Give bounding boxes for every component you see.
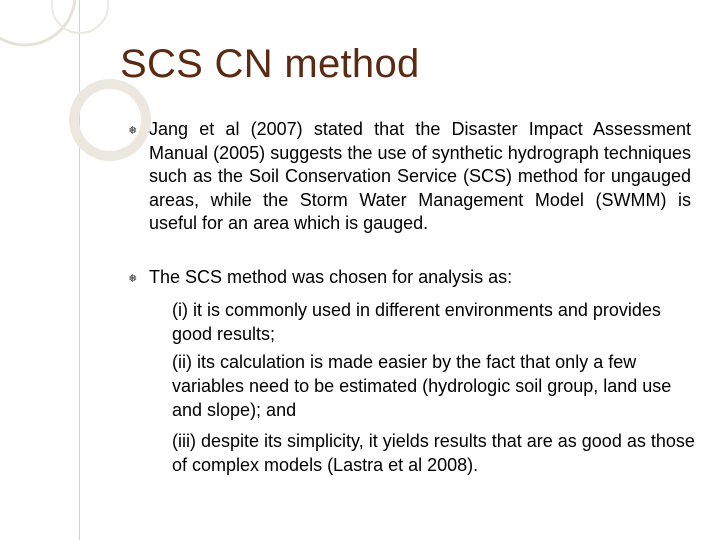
- bullet-text-2: The SCS method was chosen for analysis as:: [149, 267, 513, 287]
- decor-circle-ring: [74, 84, 146, 156]
- slide-title: SCS CN method: [120, 42, 420, 86]
- bullet-icon: ❅: [128, 125, 138, 137]
- bullet-icon: ❅: [128, 273, 138, 285]
- sub-item-1: (i) it is commonly used in different environments and provides good results;: [172, 300, 661, 344]
- bullet-text-1: Jang et al (2007) stated that the Disaster Impact Assessment Manual (2005) suggests the use of synthetic hydrograph techniques such as the Soil Conservation Service (SCS) method for ungauged areas, while the Storm Water Management Model (SWMM) is useful for an area which is gauged.: [149, 119, 691, 233]
- decor-circle-large: [0, 0, 75, 45]
- sub-item-2: (ii) its calculation is made easier by the fact that only a few variables need to be estimated (hydrologic soil group, land use and slope); and: [172, 352, 672, 420]
- decor-circle-small: [52, 0, 108, 33]
- sub-item-3: (iii) despite its simplicity, it yields results that are as good as those of complex models (Lastra et al 2008).: [172, 431, 695, 475]
